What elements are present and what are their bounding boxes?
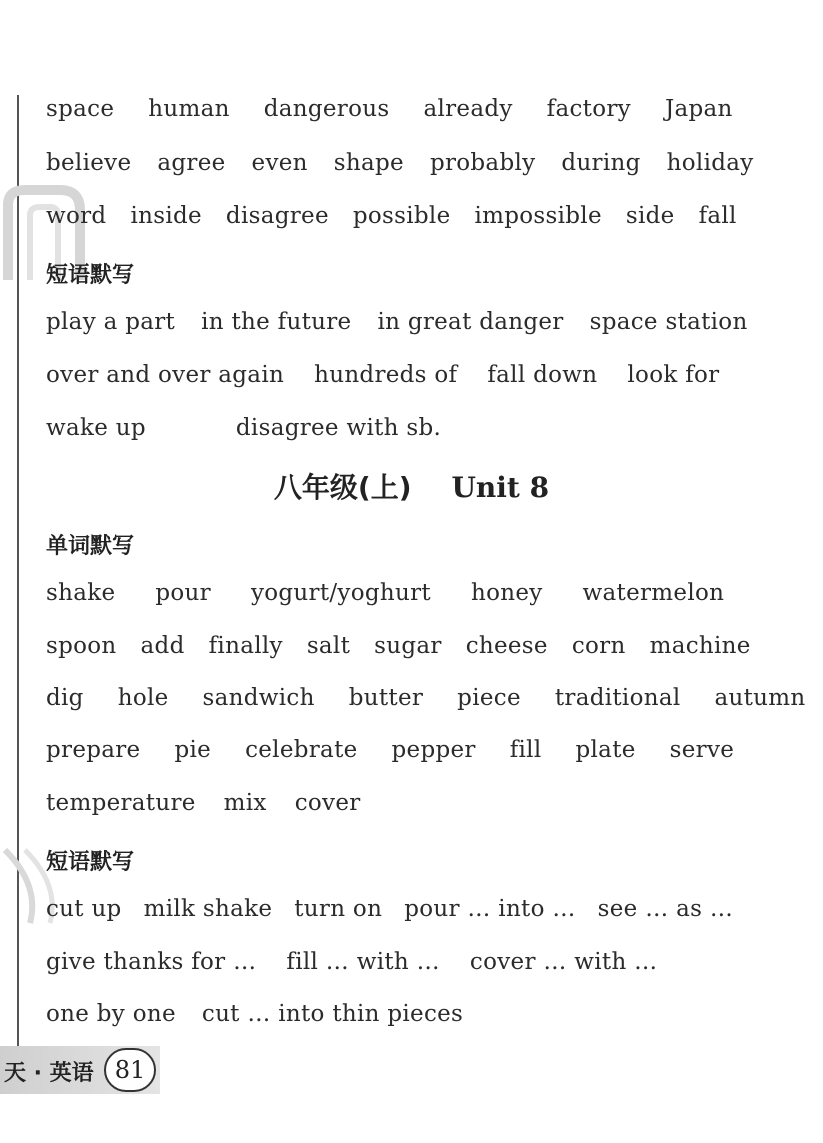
vocab-entry: fall [698, 203, 737, 229]
vocab-entry: salt [306, 633, 351, 659]
section-heading: 短语默写 [46, 850, 135, 875]
vocab-entry: pour … into … [404, 896, 576, 922]
vocab-entry: factory [546, 96, 631, 122]
vocab-entry: serve [669, 737, 735, 763]
vocab-entry: autumn [714, 685, 806, 711]
vocab-entry: even [251, 150, 308, 176]
vocab-entry: pour [155, 580, 211, 606]
text-line [46, 737, 734, 763]
vocab-entry: fill [509, 737, 542, 763]
text-line [46, 203, 737, 229]
vocab-entry: butter [348, 685, 424, 711]
unit-title [0, 466, 823, 506]
vocab-entry: believe [46, 150, 132, 176]
vocab-entry: give thanks for … [46, 949, 257, 975]
vocab-entry: shake [46, 580, 116, 606]
vocab-entry: word [46, 203, 107, 229]
vocab-entry: corn [571, 633, 626, 659]
vocab-entry: sugar [374, 633, 442, 659]
vocab-entry: in the future [201, 309, 352, 335]
vocab-entry: cover … with … [469, 949, 658, 975]
vocab-entry: watermelon [582, 580, 725, 606]
vocab-entry: fall down [487, 362, 598, 388]
vocab-entry: temperature [46, 790, 196, 816]
vocab-entry: possible [352, 203, 451, 229]
vocab-entry: dangerous [263, 96, 390, 122]
vocab-entry: piece [457, 685, 521, 711]
text-line [46, 949, 657, 975]
vocab-entry: traditional [554, 685, 681, 711]
vocab-entry: already [423, 96, 513, 122]
unit-number: Unit 8 [451, 471, 550, 504]
vocab-entry: space [46, 96, 115, 122]
text-line [46, 415, 441, 441]
vocab-entry: yogurt/yoghurt [250, 580, 431, 606]
vocab-entry: plate [575, 737, 636, 763]
vocab-entry: pie [174, 737, 212, 763]
text-line [46, 580, 724, 606]
vocab-entry: wake up [46, 415, 146, 441]
vocab-entry: milk shake [143, 896, 273, 922]
vocab-entry: dig [46, 685, 84, 711]
vocab-entry: cheese [465, 633, 548, 659]
text-line [46, 362, 719, 388]
vocab-entry: shape [333, 150, 404, 176]
vocab-entry: machine [649, 633, 751, 659]
vocab-entry: cut up [46, 896, 122, 922]
vocab-entry: celebrate [245, 737, 358, 763]
vocab-entry: hole [117, 685, 169, 711]
vocab-entry: cover [294, 790, 361, 816]
vocab-entry: space station [589, 309, 748, 335]
vocab-entry: inside [130, 203, 202, 229]
text-line [46, 1001, 463, 1027]
text-line [46, 896, 733, 922]
vocab-entry: look for [627, 362, 720, 388]
vocab-entry: prepare [46, 737, 141, 763]
vocab-entry: sandwich [202, 685, 315, 711]
text-line [46, 685, 806, 711]
vocab-entry: finally [208, 633, 283, 659]
vocab-entry: holiday [666, 150, 754, 176]
vocab-entry: human [148, 96, 230, 122]
vocab-entry: play a part [46, 309, 176, 335]
text-line [46, 309, 748, 335]
vocab-entry: turn on [294, 896, 383, 922]
text-line [46, 633, 751, 659]
vocab-entry: side [625, 203, 675, 229]
vocab-entry: probably [429, 150, 536, 176]
page-number: 81 [104, 1048, 156, 1092]
vocab-entry: impossible [474, 203, 602, 229]
vocab-entry: add [140, 633, 185, 659]
vocab-entry: during [561, 150, 641, 176]
vocab-entry: cut … into thin pieces [201, 1001, 464, 1027]
vocab-entry: Japan [664, 96, 733, 122]
vocab-entry: agree [157, 150, 226, 176]
section-heading: 短语默写 [46, 263, 135, 288]
vocab-entry: spoon [46, 633, 117, 659]
vocab-entry: fill … with … [286, 949, 440, 975]
text-line [46, 790, 361, 816]
text-line [46, 96, 733, 122]
text-line [46, 150, 754, 176]
vocab-entry: honey [470, 580, 543, 606]
vocab-entry: pepper [391, 737, 476, 763]
vocab-entry: over and over again [46, 362, 285, 388]
vocab-entry: see … as … [597, 896, 734, 922]
unit-grade: 八年级(上) [273, 471, 412, 504]
vocab-entry: hundreds of [314, 362, 458, 388]
vocab-entry: disagree [225, 203, 329, 229]
vocab-entry: one by one [46, 1001, 176, 1027]
vocab-entry: in great danger [377, 309, 564, 335]
section-heading: 单词默写 [46, 534, 135, 559]
footer-label: 天 · 英语 [4, 1061, 94, 1086]
vocab-entry: mix [223, 790, 267, 816]
vocab-entry: disagree with sb. [235, 415, 442, 441]
